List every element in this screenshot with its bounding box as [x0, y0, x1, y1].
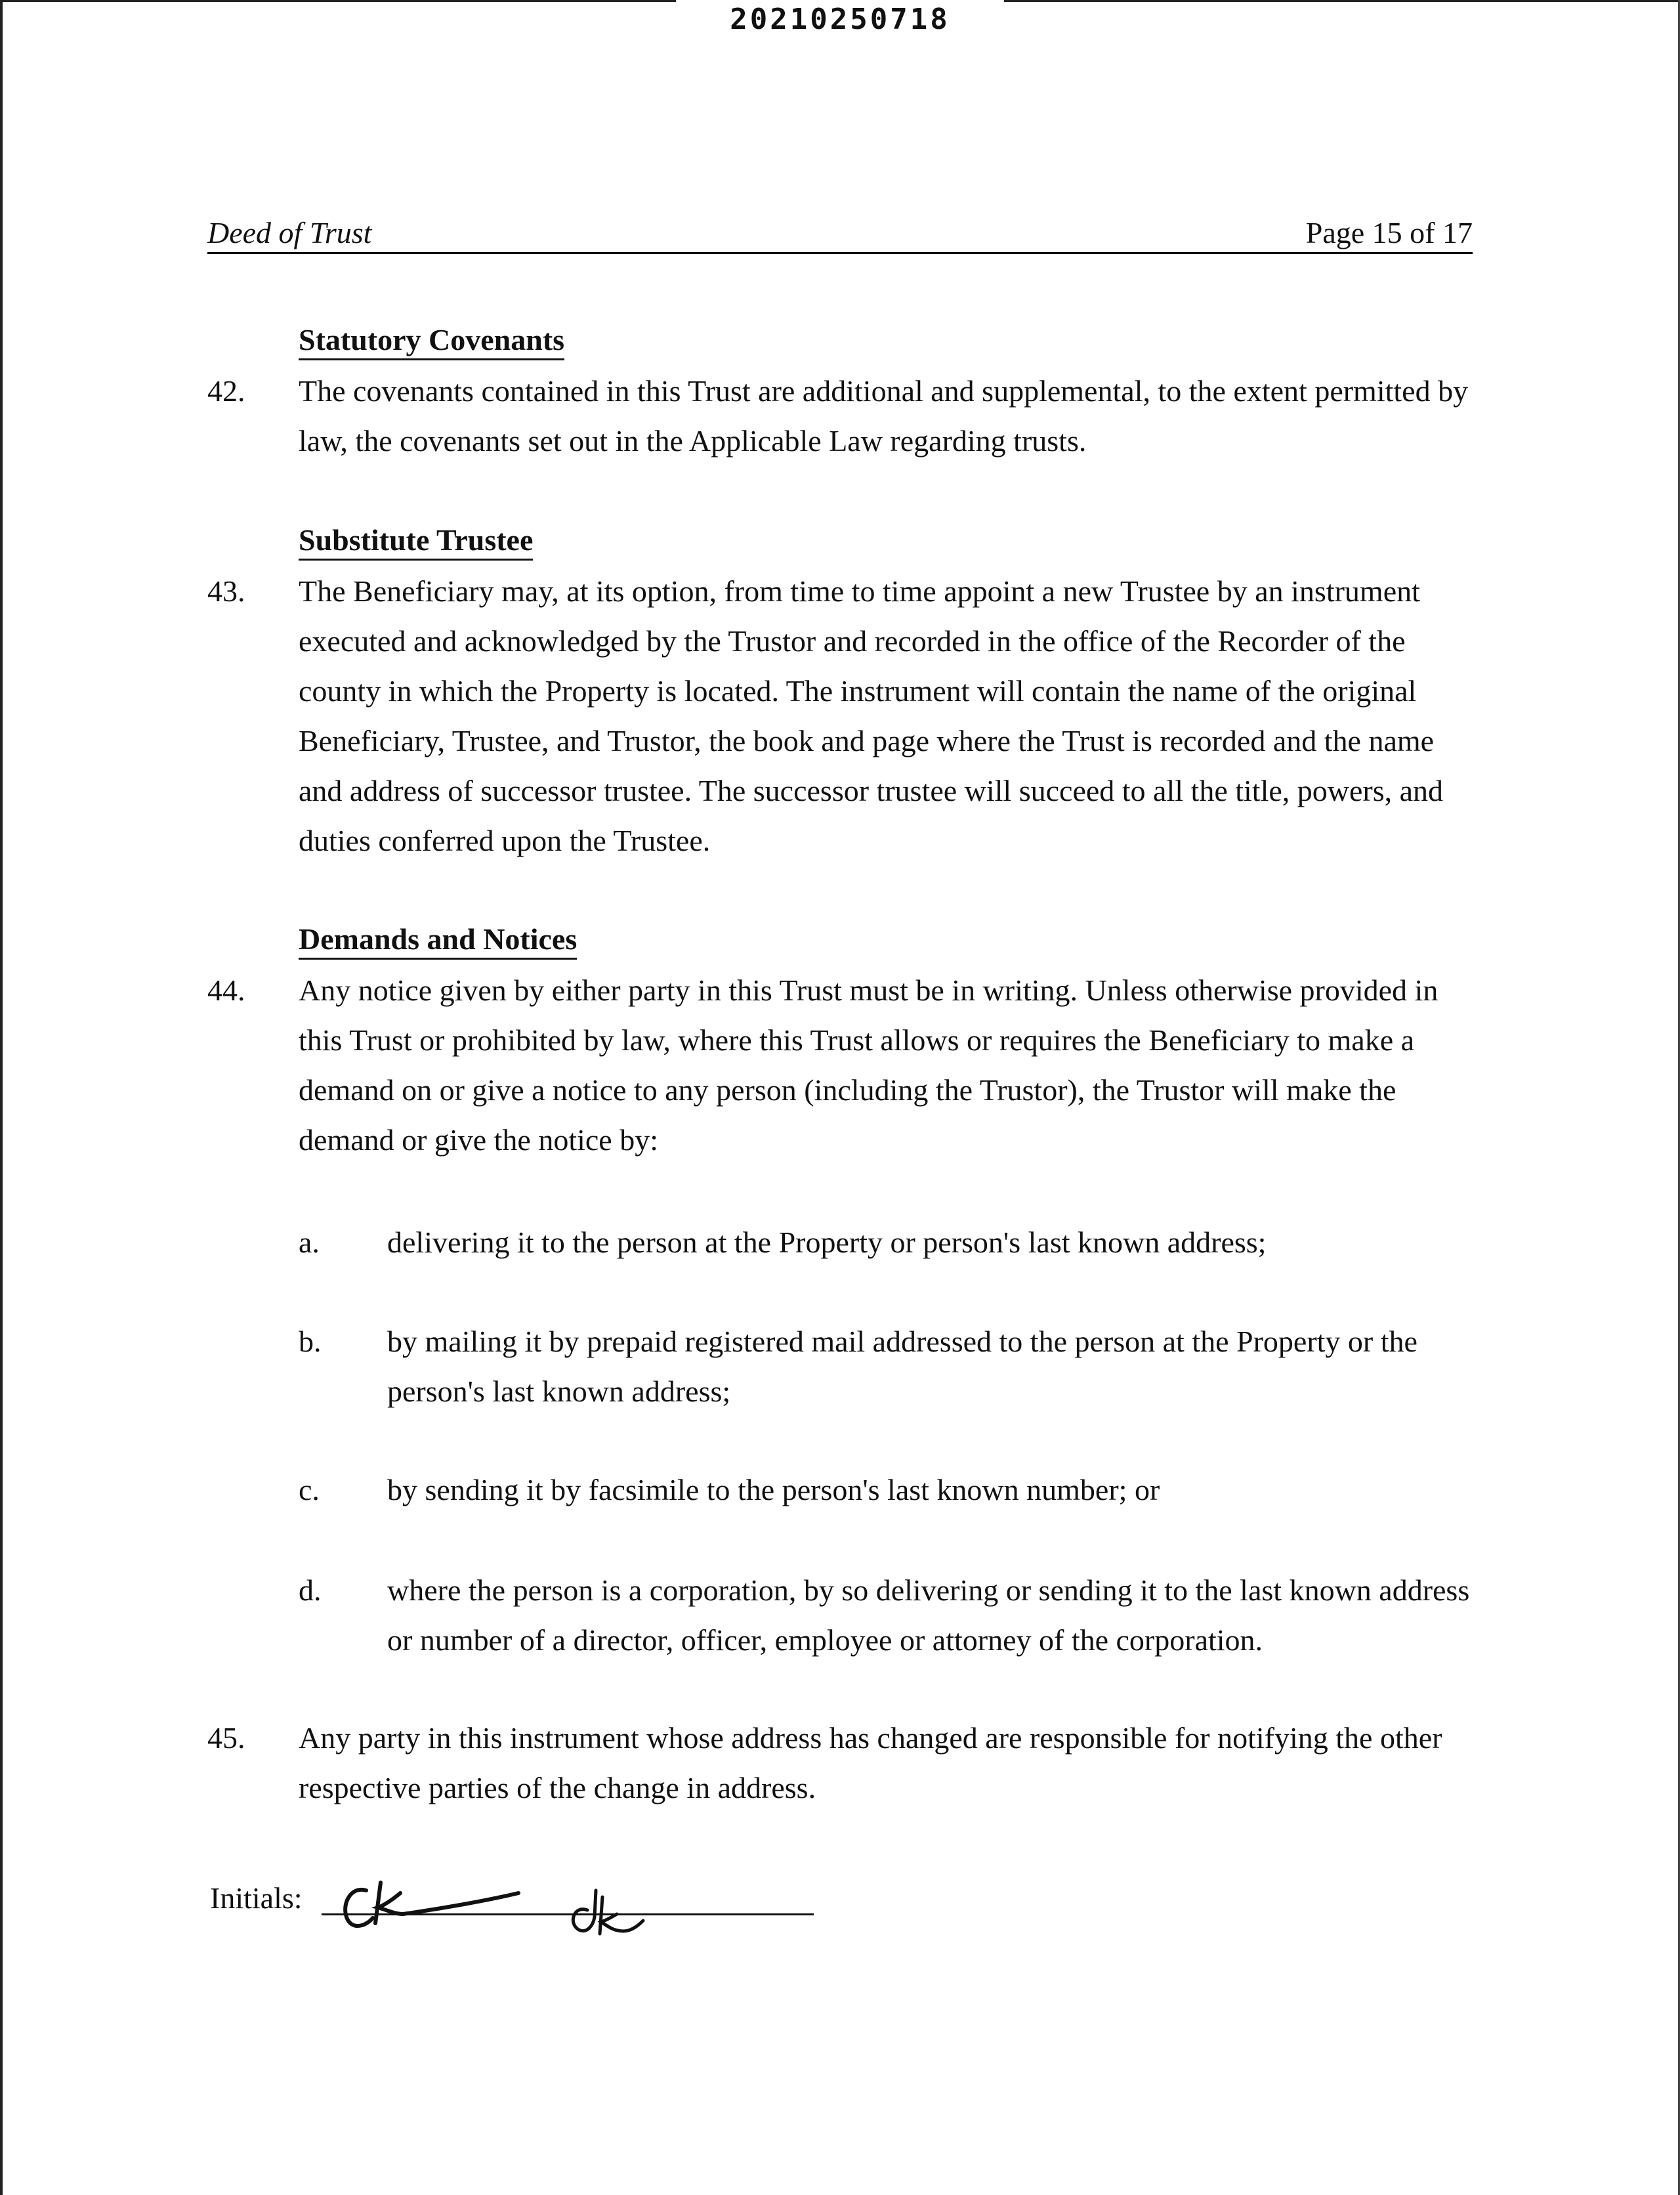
clause-number-44: 44.: [207, 973, 245, 1007]
heading-statutory-covenants: Statutory Covenants: [299, 322, 564, 360]
document-number: 20210250718: [730, 3, 950, 36]
page-header: [207, 215, 1473, 254]
scan-border-left: [0, 0, 3, 2195]
header-title: Deed of Trust: [207, 216, 372, 249]
subitem-letter: d.: [299, 1573, 322, 1607]
subitem-letter: a.: [299, 1225, 320, 1259]
clause-number-45: 45.: [207, 1721, 245, 1755]
scan-border-top-left: [0, 0, 676, 2]
scan-border-top-right: [1004, 0, 1680, 2]
clause-text-43: The Beneficiary may, at its option, from time to time appoint a new Trustee by an instrument executed and acknowledged by the Trustor and recorded in the office of the Recorder of the county in which the Property is located. The instrument will contain the name of the original Beneficiary, Trustee, and Trustor, the book and page where the Trust is recorded and the name and address of successor trustee. The successor trustee will succeed to all the title, powers, and duties conferred upon the Trustee.: [299, 574, 1444, 857]
subitem-text: where the person is a corporation, by so delivering or sending it to the last known address or number of a director, officer, employee or attorney of the corporation.: [387, 1573, 1470, 1657]
header-page-number: Page 15 of 17: [1305, 216, 1473, 249]
subitem-text: delivering it to the person at the Property or person's last known address;: [387, 1225, 1267, 1259]
clause-number-42: 42.: [207, 374, 245, 408]
subitem-text: by mailing it by prepaid registered mail addressed to the person at the Property or the person's last known address;: [387, 1325, 1418, 1408]
clause-text-42: The covenants contained in this Trust are additional and supplemental, to the extent permitted by law, the covenants set out in the Applicable Law regarding trusts.: [299, 374, 1469, 458]
clause-number-43: 43.: [207, 574, 245, 608]
heading-demands-and-notices: Demands and Notices: [299, 921, 577, 960]
subitem-letter: c.: [299, 1473, 320, 1506]
subitem-letter: b.: [299, 1325, 322, 1358]
heading-substitute-trustee: Substitute Trustee: [299, 522, 533, 561]
subitem-text: by sending it by facsimile to the person's last known number; or: [387, 1473, 1160, 1506]
initials-signature: [335, 1871, 676, 1943]
clause-text-45: Any party in this instrument whose address has changed are responsible for notifying the other respective parties of the change in address.: [299, 1721, 1442, 1804]
clause-text-44: Any notice given by either party in this Trust must be in writing. Unless otherwise provided in this Trust or prohibited by law, where this Trust allows or requires the Beneficiary to make a demand on or give a notice to any person (including the Trustor), the Trustor will make the demand or give the notice by:: [299, 973, 1438, 1157]
initials-label: Initials:: [210, 1881, 303, 1915]
